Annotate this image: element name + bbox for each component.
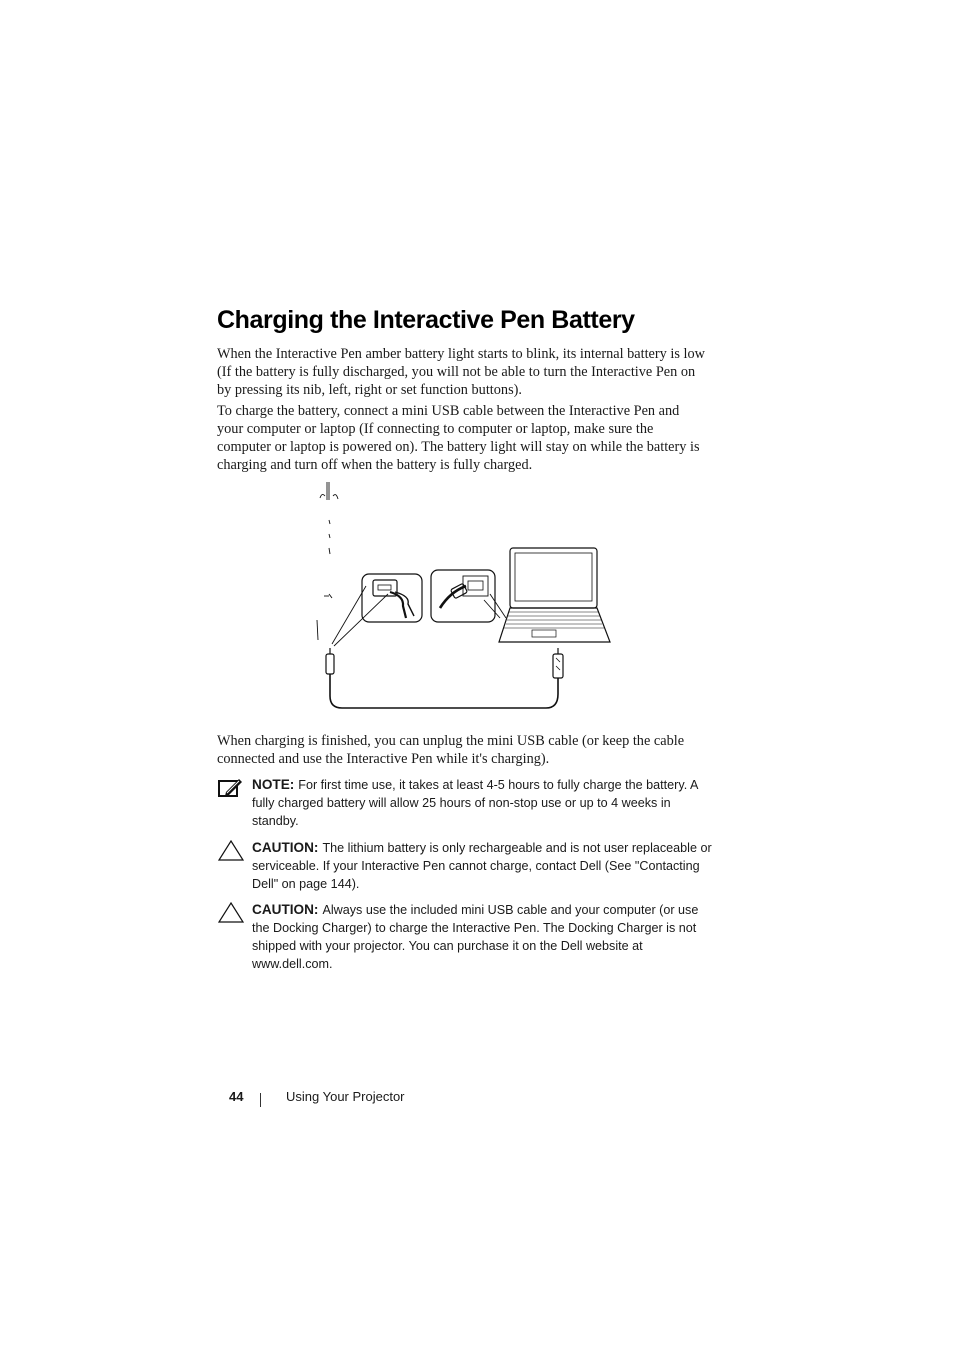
caution-text: Always use the included mini USB cable and your computer (or use the Docking Charger) to charge the Interactive Pen. The Docking Charger is not shipped with your projector. You can purchase it on the Dell website at www.dell.com. (252, 903, 699, 971)
charging-illustration (300, 478, 620, 718)
laptop-icon (499, 548, 610, 642)
interactive-pen-icon (317, 482, 338, 640)
page-title: Charging the Interactive Pen Battery (217, 306, 635, 334)
caution-box (217, 901, 712, 973)
note-box (217, 776, 712, 830)
caution-triangle-icon (217, 839, 245, 863)
unplug-paragraph: When charging is finished, you can unplug the mini USB cable (or keep the cable connected and use the Interactive Pen while it's charging). (217, 733, 685, 767)
mini-usb-connector-icon (362, 574, 422, 622)
caution-box (217, 839, 712, 893)
intro-paragraph: When the Interactive Pen amber battery light starts to blink, its internal battery is low (If the battery is fully discharged, you will not be able to turn the Interactive Pen on by pressing its nib, left, right or set function buttons). (217, 346, 705, 398)
page-number: 44 (229, 1089, 244, 1104)
note-label: NOTE: (252, 777, 295, 792)
caution-label: CAUTION: (252, 902, 319, 917)
caution-text: The lithium battery is only rechargeable and is not user replaceable or serviceable. If your Interactive Pen cannot charge, contact Dell (See "Contacting Dell" on page 144). (252, 841, 712, 891)
charging-instructions-paragraph: To charge the battery, connect a mini USB cable between the Interactive Pen and your computer or laptop (If connecting to computer or laptop, make sure the computer or laptop is powered on). The battery light will stay on while the battery is charging and turn off when the battery is fully charged. (217, 403, 700, 473)
caution-label: CAUTION: (252, 840, 319, 855)
usb-connector-icon (431, 570, 495, 622)
footer-divider (260, 1093, 261, 1107)
section-name: Using Your Projector (286, 1089, 405, 1104)
note-pencil-icon (217, 776, 243, 800)
usb-cable-icon (326, 648, 563, 708)
caution-triangle-icon (217, 901, 245, 925)
note-text: For first time use, it takes at least 4-5 hours to fully charge the battery. A fully charged battery will allow 25 hours of non-stop use or up to 4 weeks in standby. (252, 778, 698, 828)
